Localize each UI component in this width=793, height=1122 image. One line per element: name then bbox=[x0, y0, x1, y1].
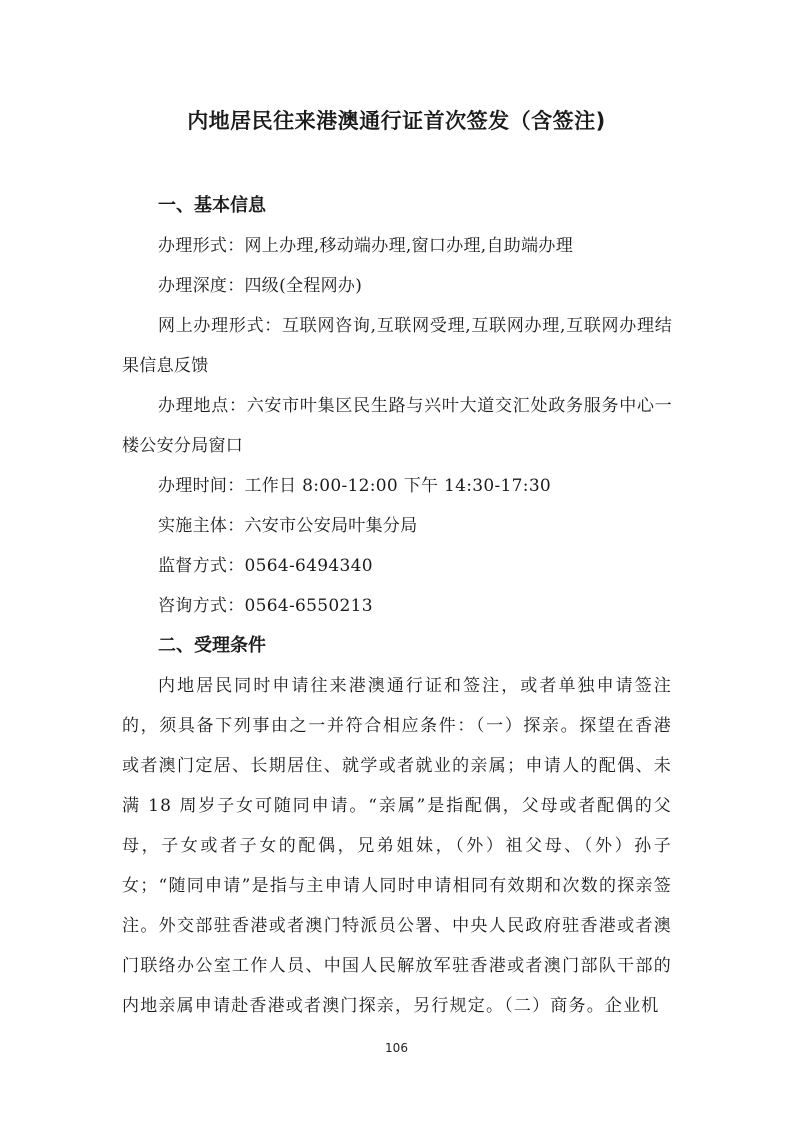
implementing-agency: 实施主体：六安市公安局叶集分局 bbox=[158, 516, 418, 536]
handling-form: 办理形式：网上办理,移动端办理,窗口办理,自助端办理 bbox=[158, 236, 574, 256]
consultation-contact: 咨询方式：0564-6550213 bbox=[158, 596, 373, 616]
handling-location: 办理地点：六安市叶集区民生路与兴叶大道交汇处政务服务中心一楼公安分局窗口 bbox=[122, 396, 672, 456]
document-title: 内地居民往来港澳通行证首次签发（含签注) bbox=[187, 109, 606, 133]
supervision-contact: 监督方式：0564-6494340 bbox=[158, 556, 373, 576]
online-handling-form: 网上办理形式：互联网咨询,互联网受理,互联网办理,互联网办理结果信息反馈 bbox=[122, 316, 672, 376]
section-heading-basic-info: 一、基本信息 bbox=[158, 195, 266, 216]
handling-hours: 办理时间：工作日 8:00-12:00 下午 14:30-17:30 bbox=[158, 476, 552, 496]
conditions-paragraph: 内地居民同时申请往来港澳通行证和签注，或者单独申请签注的，须具备下列事由之一并符合相应条件：（一）探亲。探望在香港或者澳门定居、长期居住、就学或者就业的亲属；申请人的配偶、未满 18 周岁子女可随同申请。“亲属”是指配偶，父母或者配偶的父母，子女或者子女的配偶，兄弟姐妹，（外）祖父母、（外）孙子女；“随同申请”是指与主申请人同时申请相同有效期和次数的探亲签注。外交部驻香港或者澳门特派员公署、中央人民政府驻香港或者澳门联络办公室工作人员、中国人民解放军驻香港或者澳门部队干部的内地亲属申请赴香港或者澳门探亲，另行规定。（二）商务。企业机 bbox=[122, 676, 672, 1016]
section-heading-conditions: 二、受理条件 bbox=[158, 635, 266, 656]
document-body bbox=[122, 186, 672, 1026]
handling-depth: 办理深度：四级(全程网办) bbox=[158, 276, 363, 296]
page-number: 106 bbox=[385, 1041, 408, 1055]
